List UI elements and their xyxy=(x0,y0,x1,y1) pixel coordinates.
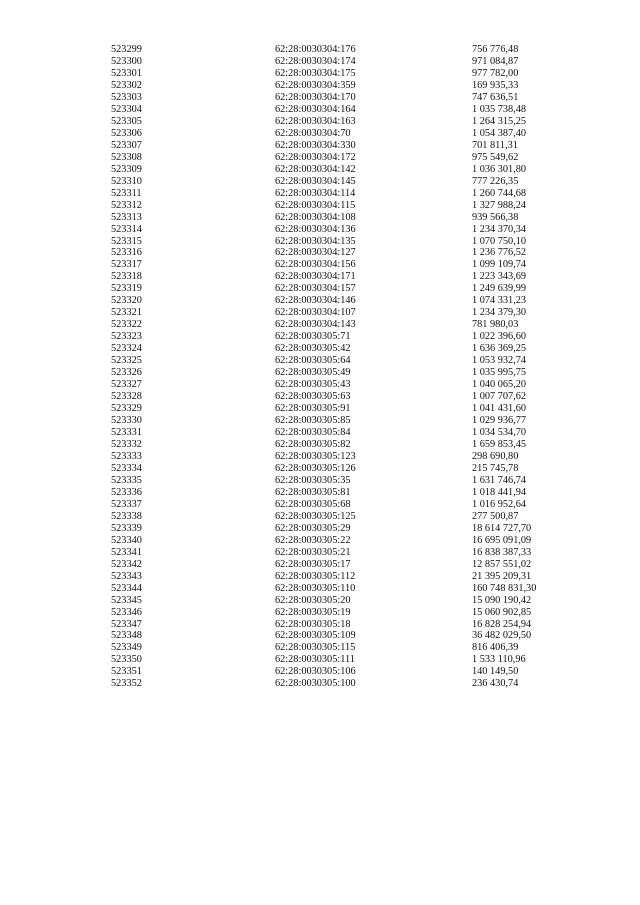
cadastral-number-cell: 62:28:0030305:49 xyxy=(275,367,351,379)
cadastral-number-cell: 62:28:0030305:17 xyxy=(275,558,351,570)
value-cell: 1 631 746,74 xyxy=(472,474,527,486)
table-row xyxy=(111,475,581,487)
table-row xyxy=(111,487,581,499)
row-id-cell: 523302 xyxy=(111,79,142,91)
table-row xyxy=(111,80,581,92)
table-row xyxy=(111,224,581,236)
table-row xyxy=(111,271,581,283)
value-cell: 1 035 738,48 xyxy=(472,103,527,115)
row-id-cell: 523322 xyxy=(111,319,142,331)
value-cell: 298 690,80 xyxy=(472,450,519,462)
table-row xyxy=(111,212,581,224)
row-id-cell: 523315 xyxy=(111,235,142,247)
row-id-cell: 523313 xyxy=(111,211,142,223)
value-cell: 1 223 343,69 xyxy=(472,271,527,283)
table-row xyxy=(111,44,581,56)
table-row xyxy=(111,642,581,654)
table-row xyxy=(111,68,581,80)
table-row xyxy=(111,415,581,427)
table-row xyxy=(111,571,581,583)
cadastral-number-cell: 62:28:0030305:71 xyxy=(275,331,351,343)
row-id-cell: 523345 xyxy=(111,594,142,606)
table-row xyxy=(111,630,581,642)
cadastral-number-cell: 62:28:0030305:100 xyxy=(275,678,356,690)
cadastral-number-cell: 62:28:0030305:19 xyxy=(275,606,351,618)
cadastral-number-cell: 62:28:0030305:110 xyxy=(275,582,356,594)
table-row xyxy=(111,116,581,128)
table-row xyxy=(111,499,581,511)
value-cell: 977 782,00 xyxy=(472,67,519,79)
table-row xyxy=(111,379,581,391)
table-row xyxy=(111,535,581,547)
table-row xyxy=(111,140,581,152)
value-cell: 1 249 639,99 xyxy=(472,283,527,295)
value-cell: 16 828 254,94 xyxy=(472,618,532,630)
cadastral-number-cell: 62:28:0030304:146 xyxy=(275,295,356,307)
row-id-cell: 523334 xyxy=(111,462,142,474)
row-id-cell: 523301 xyxy=(111,67,142,79)
value-cell: 1 234 370,34 xyxy=(472,223,527,235)
table-row xyxy=(111,403,581,415)
row-id-cell: 523326 xyxy=(111,367,142,379)
value-cell: 15 060 902,85 xyxy=(472,606,532,618)
table-row xyxy=(111,92,581,104)
row-id-cell: 523309 xyxy=(111,163,142,175)
cadastral-number-cell: 62:28:0030304:330 xyxy=(275,139,356,151)
value-cell: 1 041 431,60 xyxy=(472,403,527,415)
value-cell: 1 029 936,77 xyxy=(472,415,527,427)
table-row xyxy=(111,164,581,176)
table-row xyxy=(111,104,581,116)
row-id-cell: 523312 xyxy=(111,199,142,211)
row-id-cell: 523338 xyxy=(111,510,142,522)
table-row xyxy=(111,152,581,164)
cadastral-number-cell: 62:28:0030305:68 xyxy=(275,498,351,510)
cadastral-number-cell: 62:28:0030305:85 xyxy=(275,415,351,427)
row-id-cell: 523327 xyxy=(111,379,142,391)
cadastral-number-cell: 62:28:0030305:126 xyxy=(275,462,356,474)
value-cell: 1 035 995,75 xyxy=(472,367,527,379)
table-row xyxy=(111,236,581,248)
cadastral-number-cell: 62:28:0030305:43 xyxy=(275,379,351,391)
table-row xyxy=(111,319,581,331)
row-id-cell: 523336 xyxy=(111,486,142,498)
row-id-cell: 523306 xyxy=(111,127,142,139)
cadastral-number-cell: 62:28:0030304:170 xyxy=(275,91,356,103)
table-row xyxy=(111,439,581,451)
value-cell: 1 034 534,70 xyxy=(472,427,527,438)
table-row xyxy=(111,463,581,475)
value-cell: 1 054 387,40 xyxy=(472,127,527,139)
row-id-cell: 523319 xyxy=(111,283,142,295)
value-cell: 1 022 396,60 xyxy=(472,331,527,343)
cadastral-number-cell: 62:28:0030304:135 xyxy=(275,235,356,247)
row-id-cell: 523325 xyxy=(111,355,142,367)
row-id-cell: 523314 xyxy=(111,223,142,235)
row-id-cell: 523323 xyxy=(111,331,142,343)
value-cell: 15 090 190,42 xyxy=(472,594,532,606)
value-cell: 777 226,35 xyxy=(472,175,519,187)
table-row xyxy=(111,295,581,307)
cadastral-number-cell: 62:28:0030305:82 xyxy=(275,438,351,450)
cadastral-number-cell: 62:28:0030304:174 xyxy=(275,55,356,67)
row-id-cell: 523349 xyxy=(111,642,142,654)
table-row xyxy=(111,283,581,295)
row-id-cell: 523311 xyxy=(111,187,142,199)
row-id-cell: 523351 xyxy=(111,666,142,678)
cadastral-number-cell: 62:28:0030305:112 xyxy=(275,570,356,582)
row-id-cell: 523341 xyxy=(111,546,142,558)
row-id-cell: 523307 xyxy=(111,139,142,151)
cadastral-number-cell: 62:28:0030305:29 xyxy=(275,522,351,534)
cadastral-number-cell: 62:28:0030305:109 xyxy=(275,630,356,642)
cadastral-number-cell: 62:28:0030304:108 xyxy=(275,211,356,223)
row-id-cell: 523328 xyxy=(111,391,142,403)
value-cell: 756 776,48 xyxy=(472,44,519,55)
cadastral-number-cell: 62:28:0030305:18 xyxy=(275,618,351,630)
cadastral-number-cell: 62:28:0030305:84 xyxy=(275,427,351,438)
row-id-cell: 523308 xyxy=(111,151,142,163)
value-cell: 1 659 853,45 xyxy=(472,438,527,450)
value-cell: 277 500,87 xyxy=(472,510,519,522)
row-id-cell: 523332 xyxy=(111,438,142,450)
row-id-cell: 523340 xyxy=(111,534,142,546)
value-cell: 1 018 441,94 xyxy=(472,486,527,498)
cadastral-number-cell: 62:28:0030304:114 xyxy=(275,187,356,199)
row-id-cell: 523305 xyxy=(111,115,142,127)
row-id-cell: 523318 xyxy=(111,271,142,283)
table-row xyxy=(111,259,581,271)
value-cell: 1 264 315,25 xyxy=(472,115,527,127)
table-row xyxy=(111,654,581,666)
table-row xyxy=(111,367,581,379)
value-cell: 1 036 301,80 xyxy=(472,163,527,175)
row-id-cell: 523348 xyxy=(111,630,142,642)
value-cell: 16 695 091,09 xyxy=(472,534,532,546)
cadastral-number-cell: 62:28:0030305:35 xyxy=(275,474,351,486)
row-id-cell: 523329 xyxy=(111,403,142,415)
value-cell: 781 980,03 xyxy=(472,319,519,331)
value-cell: 1 040 065,20 xyxy=(472,379,527,391)
cadastral-number-cell: 62:28:0030304:145 xyxy=(275,175,356,187)
value-cell: 971 084,87 xyxy=(472,55,519,67)
value-cell: 12 857 551,02 xyxy=(472,558,532,570)
data-table xyxy=(111,44,581,690)
cadastral-number-cell: 62:28:0030305:115 xyxy=(275,642,356,654)
value-cell: 169 935,33 xyxy=(472,79,519,91)
cadastral-number-cell: 62:28:0030305:123 xyxy=(275,450,356,462)
row-id-cell: 523303 xyxy=(111,91,142,103)
cadastral-number-cell: 62:28:0030305:20 xyxy=(275,594,351,606)
cadastral-number-cell: 62:28:0030304:171 xyxy=(275,271,356,283)
cadastral-number-cell: 62:28:0030304:156 xyxy=(275,259,356,271)
row-id-cell: 523335 xyxy=(111,474,142,486)
value-cell: 701 811,31 xyxy=(472,139,518,151)
table-row xyxy=(111,678,581,690)
cadastral-number-cell: 62:28:0030304:359 xyxy=(275,79,356,91)
value-cell: 1 053 932,74 xyxy=(472,355,527,367)
row-id-cell: 523304 xyxy=(111,103,142,115)
value-cell: 236 430,74 xyxy=(472,678,519,690)
row-id-cell: 523342 xyxy=(111,558,142,570)
cadastral-number-cell: 62:28:0030305:106 xyxy=(275,666,356,678)
value-cell: 160 748 831,30 xyxy=(472,582,537,594)
row-id-cell: 523344 xyxy=(111,582,142,594)
cadastral-number-cell: 62:28:0030305:64 xyxy=(275,355,351,367)
value-cell: 1 016 952,64 xyxy=(472,498,527,510)
value-cell: 18 614 727,70 xyxy=(472,522,532,534)
value-cell: 1 533 110,96 xyxy=(472,654,526,666)
value-cell: 1 236 776,52 xyxy=(472,247,527,259)
table-row xyxy=(111,56,581,68)
cadastral-number-cell: 62:28:0030305:81 xyxy=(275,486,351,498)
cadastral-number-cell: 62:28:0030304:127 xyxy=(275,247,356,259)
cadastral-number-cell: 62:28:0030304:172 xyxy=(275,151,356,163)
row-id-cell: 523333 xyxy=(111,450,142,462)
cadastral-number-cell: 62:28:0030304:115 xyxy=(275,199,356,211)
row-id-cell: 523324 xyxy=(111,343,142,355)
cadastral-number-cell: 62:28:0030305:125 xyxy=(275,510,356,522)
row-id-cell: 523337 xyxy=(111,498,142,510)
table-row xyxy=(111,595,581,607)
cadastral-number-cell: 62:28:0030304:142 xyxy=(275,163,356,175)
cadastral-number-cell: 62:28:0030304:164 xyxy=(275,103,356,115)
table-row xyxy=(111,607,581,619)
value-cell: 939 566,38 xyxy=(472,211,519,223)
table-row xyxy=(111,547,581,559)
cadastral-number-cell: 62:28:0030304:143 xyxy=(275,319,356,331)
table-row xyxy=(111,176,581,188)
cadastral-number-cell: 62:28:0030305:21 xyxy=(275,546,351,558)
row-id-cell: 523310 xyxy=(111,175,142,187)
cadastral-number-cell: 62:28:0030305:42 xyxy=(275,343,351,355)
row-id-cell: 523316 xyxy=(111,247,142,259)
cadastral-number-cell: 62:28:0030304:176 xyxy=(275,44,356,55)
row-id-cell: 523339 xyxy=(111,522,142,534)
table-row xyxy=(111,331,581,343)
row-id-cell: 523347 xyxy=(111,618,142,630)
table-row xyxy=(111,247,581,259)
table-row xyxy=(111,355,581,367)
table-row xyxy=(111,307,581,319)
row-id-cell: 523350 xyxy=(111,654,142,666)
cadastral-number-cell: 62:28:0030304:163 xyxy=(275,115,356,127)
table-row xyxy=(111,559,581,571)
value-cell: 1 074 331,23 xyxy=(472,295,527,307)
value-cell: 747 636,51 xyxy=(472,91,519,103)
table-row xyxy=(111,343,581,355)
cadastral-number-cell: 62:28:0030304:136 xyxy=(275,223,356,235)
table-row xyxy=(111,391,581,403)
cadastral-number-cell: 62:28:0030304:107 xyxy=(275,307,356,319)
value-cell: 975 549,62 xyxy=(472,151,519,163)
cadastral-number-cell: 62:28:0030305:111 xyxy=(275,654,355,666)
cadastral-number-cell: 62:28:0030304:70 xyxy=(275,127,351,139)
row-id-cell: 523299 xyxy=(111,44,142,55)
value-cell: 1 099 109,74 xyxy=(472,259,527,271)
table-row xyxy=(111,619,581,631)
cadastral-number-cell: 62:28:0030305:22 xyxy=(275,534,351,546)
row-id-cell: 523330 xyxy=(111,415,142,427)
row-id-cell: 523300 xyxy=(111,55,142,67)
value-cell: 36 482 029,50 xyxy=(472,630,532,642)
cadastral-number-cell: 62:28:0030304:157 xyxy=(275,283,356,295)
value-cell: 1 327 988,24 xyxy=(472,199,527,211)
row-id-cell: 523317 xyxy=(111,259,142,271)
value-cell: 1 234 379,30 xyxy=(472,307,527,319)
table-row xyxy=(111,427,581,439)
cadastral-number-cell: 62:28:0030305:91 xyxy=(275,403,351,415)
value-cell: 816 406,39 xyxy=(472,642,519,654)
row-id-cell: 523343 xyxy=(111,570,142,582)
row-id-cell: 523331 xyxy=(111,427,142,438)
value-cell: 1 636 369,25 xyxy=(472,343,527,355)
row-id-cell: 523321 xyxy=(111,307,142,319)
table-row xyxy=(111,583,581,595)
cadastral-number-cell: 62:28:0030304:175 xyxy=(275,67,356,79)
value-cell: 21 395 209,31 xyxy=(472,570,532,582)
table-row xyxy=(111,511,581,523)
value-cell: 16 838 387,33 xyxy=(472,546,532,558)
table-row xyxy=(111,128,581,140)
row-id-cell: 523352 xyxy=(111,678,142,690)
value-cell: 1 260 744,68 xyxy=(472,187,527,199)
table-row xyxy=(111,451,581,463)
cadastral-number-cell: 62:28:0030305:63 xyxy=(275,391,351,403)
row-id-cell: 523346 xyxy=(111,606,142,618)
table-row xyxy=(111,200,581,212)
table-row xyxy=(111,666,581,678)
value-cell: 1 007 707,62 xyxy=(472,391,527,403)
value-cell: 1 070 750,10 xyxy=(472,235,527,247)
table-row xyxy=(111,188,581,200)
value-cell: 140 149,50 xyxy=(472,666,519,678)
table-row xyxy=(111,523,581,535)
row-id-cell: 523320 xyxy=(111,295,142,307)
value-cell: 215 745,78 xyxy=(472,462,519,474)
